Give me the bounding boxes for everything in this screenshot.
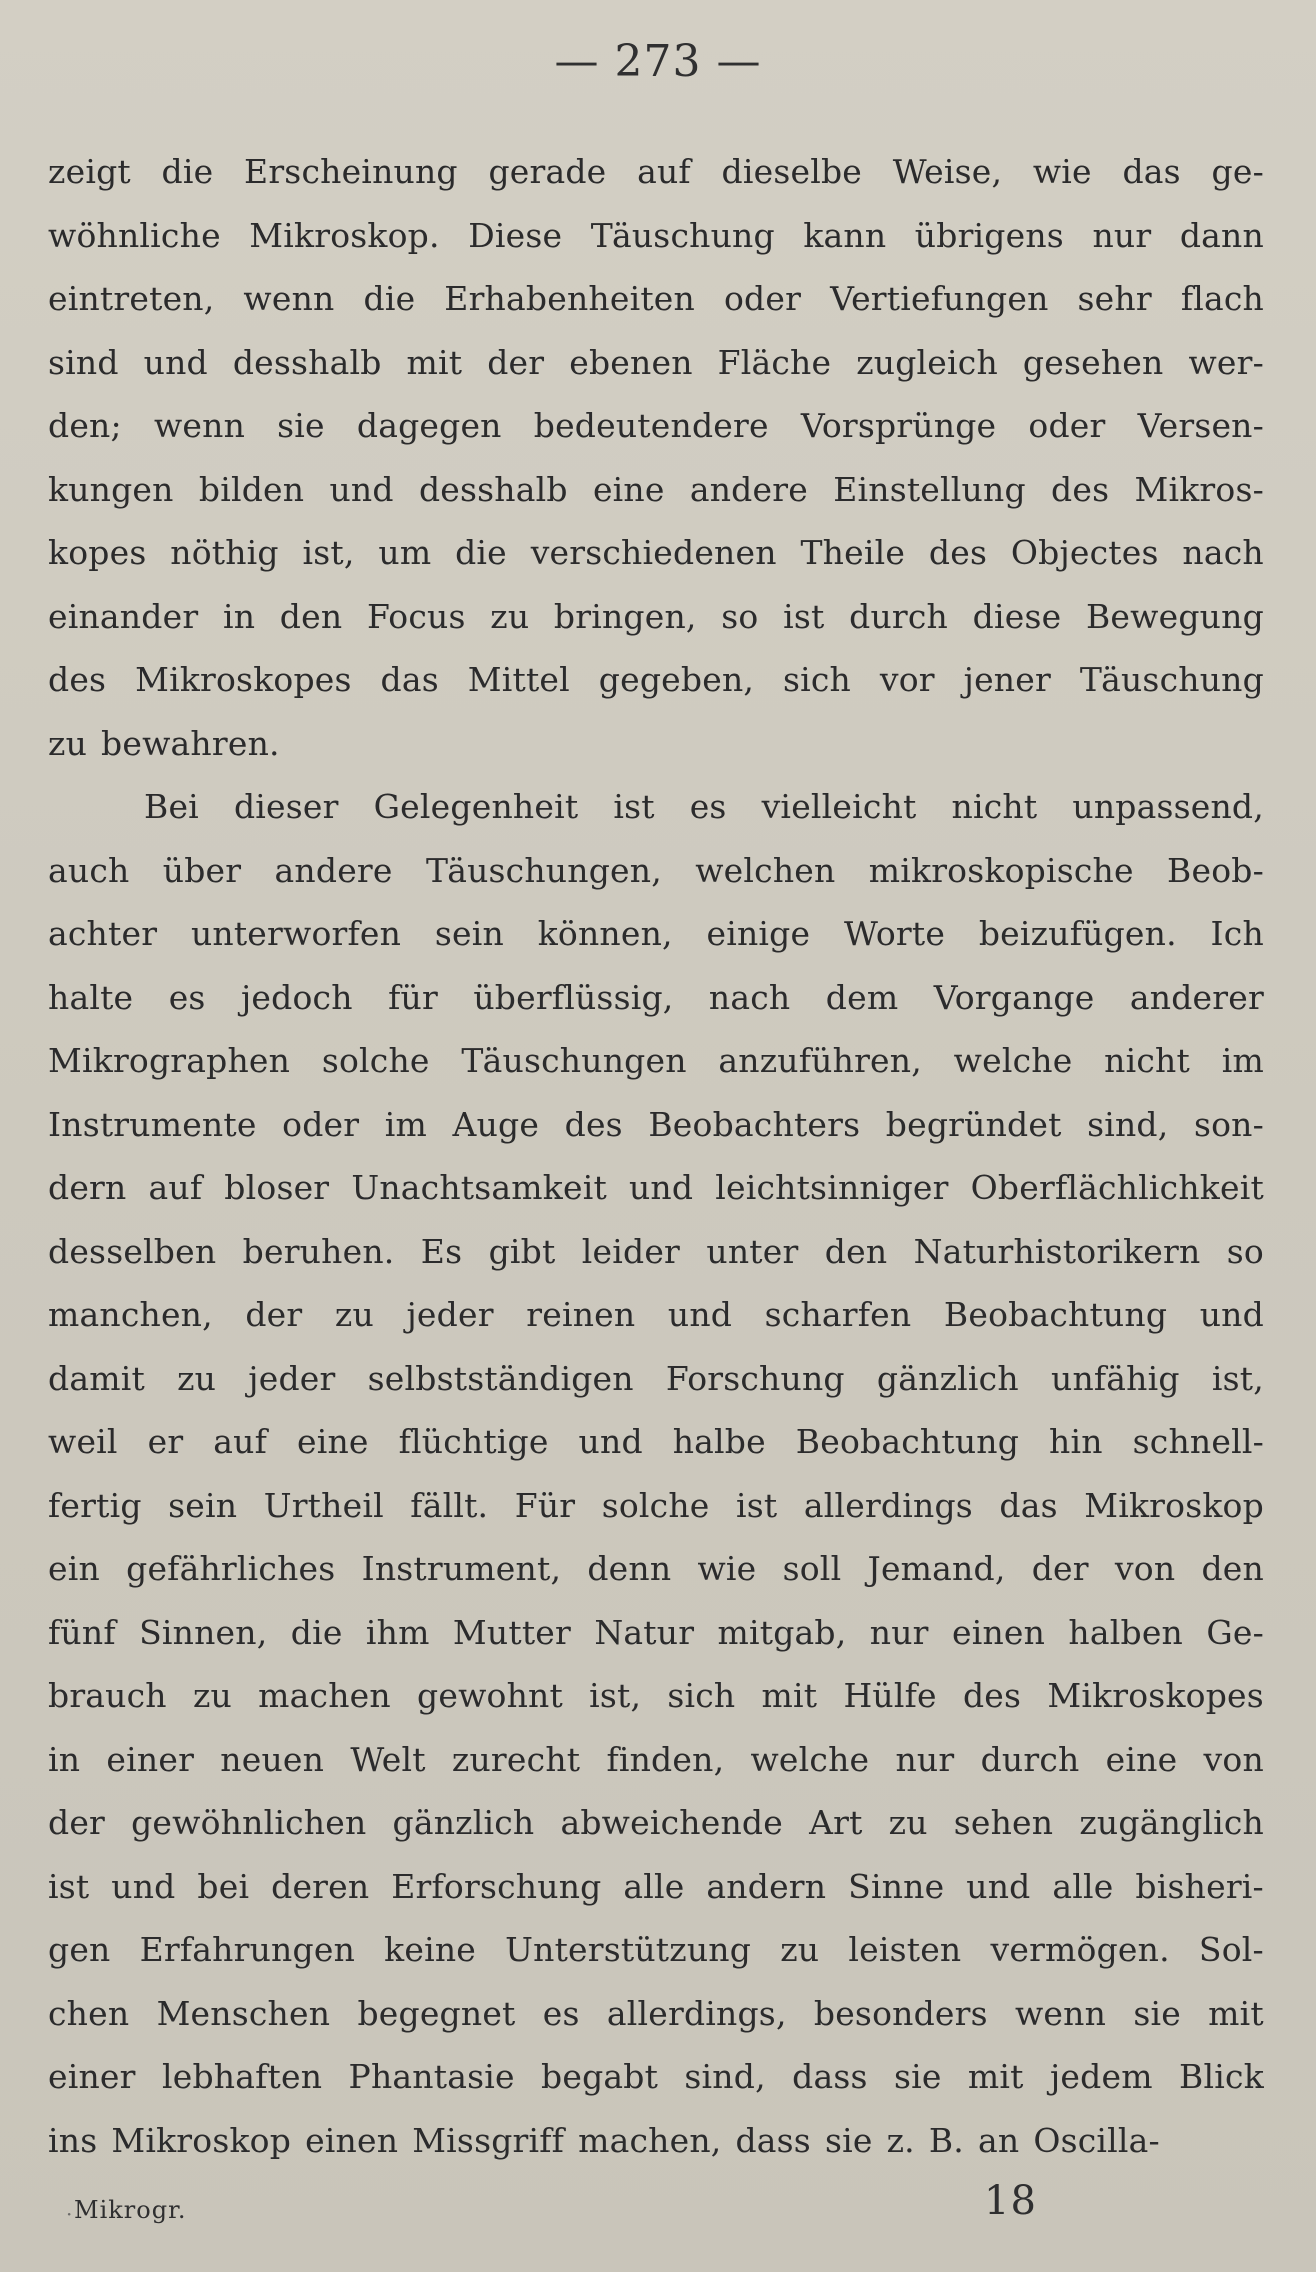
body-text: [48, 140, 1264, 2172]
text-line: den; wenn sie dagegen bedeutendere Vorsprünge oder Versen-: [48, 406, 1264, 445]
text-line: des Mikroskopes das Mittel gegeben, sich vor jener Täuschung: [48, 660, 1264, 699]
text-line: kopes nöthig ist, um die verschiedenen Theile des Objectes nach: [48, 533, 1264, 572]
text-line: brauch zu machen gewohnt ist, sich mit Hülfe des Mikroskopes: [48, 1676, 1264, 1715]
text-line: zeigt die Erscheinung gerade auf dieselbe Weise, wie das ge-: [48, 152, 1264, 191]
text-line: achter unterworfen sein können, einige Worte beizufügen. Ich: [48, 914, 1264, 953]
text-line: dern auf bloser Unachtsamkeit und leichtsinniger Oberflächlichkeit: [48, 1168, 1264, 1207]
text-line: fertig sein Urtheil fällt. Für solche ist allerdings das Mikroskop: [48, 1485, 1264, 1525]
text-line: damit zu jeder selbstständigen Forschung gänzlich unfähig ist,: [48, 1358, 1264, 1398]
text-line: Bei dieser Gelegenheit ist es vielleicht nicht unpassend,: [144, 787, 1264, 826]
text-line: kungen bilden und desshalb eine andere Einstellung des Mikros-: [48, 469, 1264, 509]
text-line: ein gefährliches Instrument, denn wie soll Jemand, der von den: [48, 1549, 1264, 1588]
text-line: der gewöhnlichen gänzlich abweichende Art zu sehen zugänglich: [48, 1803, 1264, 1842]
text-line: eintreten, wenn die Erhabenheiten oder Vertiefungen sehr flach: [48, 279, 1264, 318]
text-line: weil er auf eine flüchtige und halbe Beobachtung hin schnell-: [48, 1422, 1264, 1461]
signature-mark: ·: [66, 2202, 73, 2226]
text-line: sind und desshalb mit der ebenen Fläche zugleich gesehen wer-: [48, 342, 1264, 382]
text-line: ins Mikroskop einen Missgriff machen, dass sie z. B. an Oscilla-: [48, 2120, 1160, 2160]
text-line: Instrumente oder im Auge des Beobachters begründet sind, son-: [48, 1104, 1264, 1144]
text-line: in einer neuen Welt zurecht finden, welche nur durch eine von: [48, 1739, 1264, 1779]
text-line: gen Erfahrungen keine Unterstützung zu leisten vermögen. Sol-: [48, 1930, 1264, 1969]
page-number: — 273 —: [554, 36, 762, 87]
text-line: einander in den Focus zu bringen, so ist durch diese Bewegung: [48, 596, 1264, 636]
text-line: ist und bei deren Erforschung alle andern Sinne und alle bisheri-: [48, 1866, 1264, 1906]
page-footer: [0, 2178, 1316, 2238]
text-line: manchen, der zu jeder reinen und scharfen Beobachtung und: [48, 1295, 1264, 1334]
text-line: auch über andere Täuschungen, welchen mikroskopische Beob-: [48, 850, 1264, 890]
text-line: halte es jedoch für überflüssig, nach dem Vorgange anderer: [48, 977, 1264, 1017]
text-line: chen Menschen begegnet es allerdings, besonders wenn sie mit: [48, 1993, 1264, 2033]
text-line: zu bewahren.: [48, 723, 280, 763]
sheet-number: 18: [984, 2178, 1037, 2224]
text-line: fünf Sinnen, die ihm Mutter Natur mitgab, nur einen halben Ge-: [48, 1612, 1264, 1652]
text-line: wöhnliche Mikroskop. Diese Täuschung kann übrigens nur dann: [48, 215, 1264, 255]
text-line: einer lebhaften Phantasie begabt sind, dass sie mit jedem Blick: [48, 2057, 1264, 2096]
text-line: desselben beruhen. Es gibt leider unter den Naturhistorikern so: [48, 1231, 1264, 1271]
text-line: Mikrographen solche Täuschungen anzuführen, welche nicht im: [48, 1041, 1264, 1080]
printer-signature: Mikrogr.: [74, 2196, 187, 2224]
